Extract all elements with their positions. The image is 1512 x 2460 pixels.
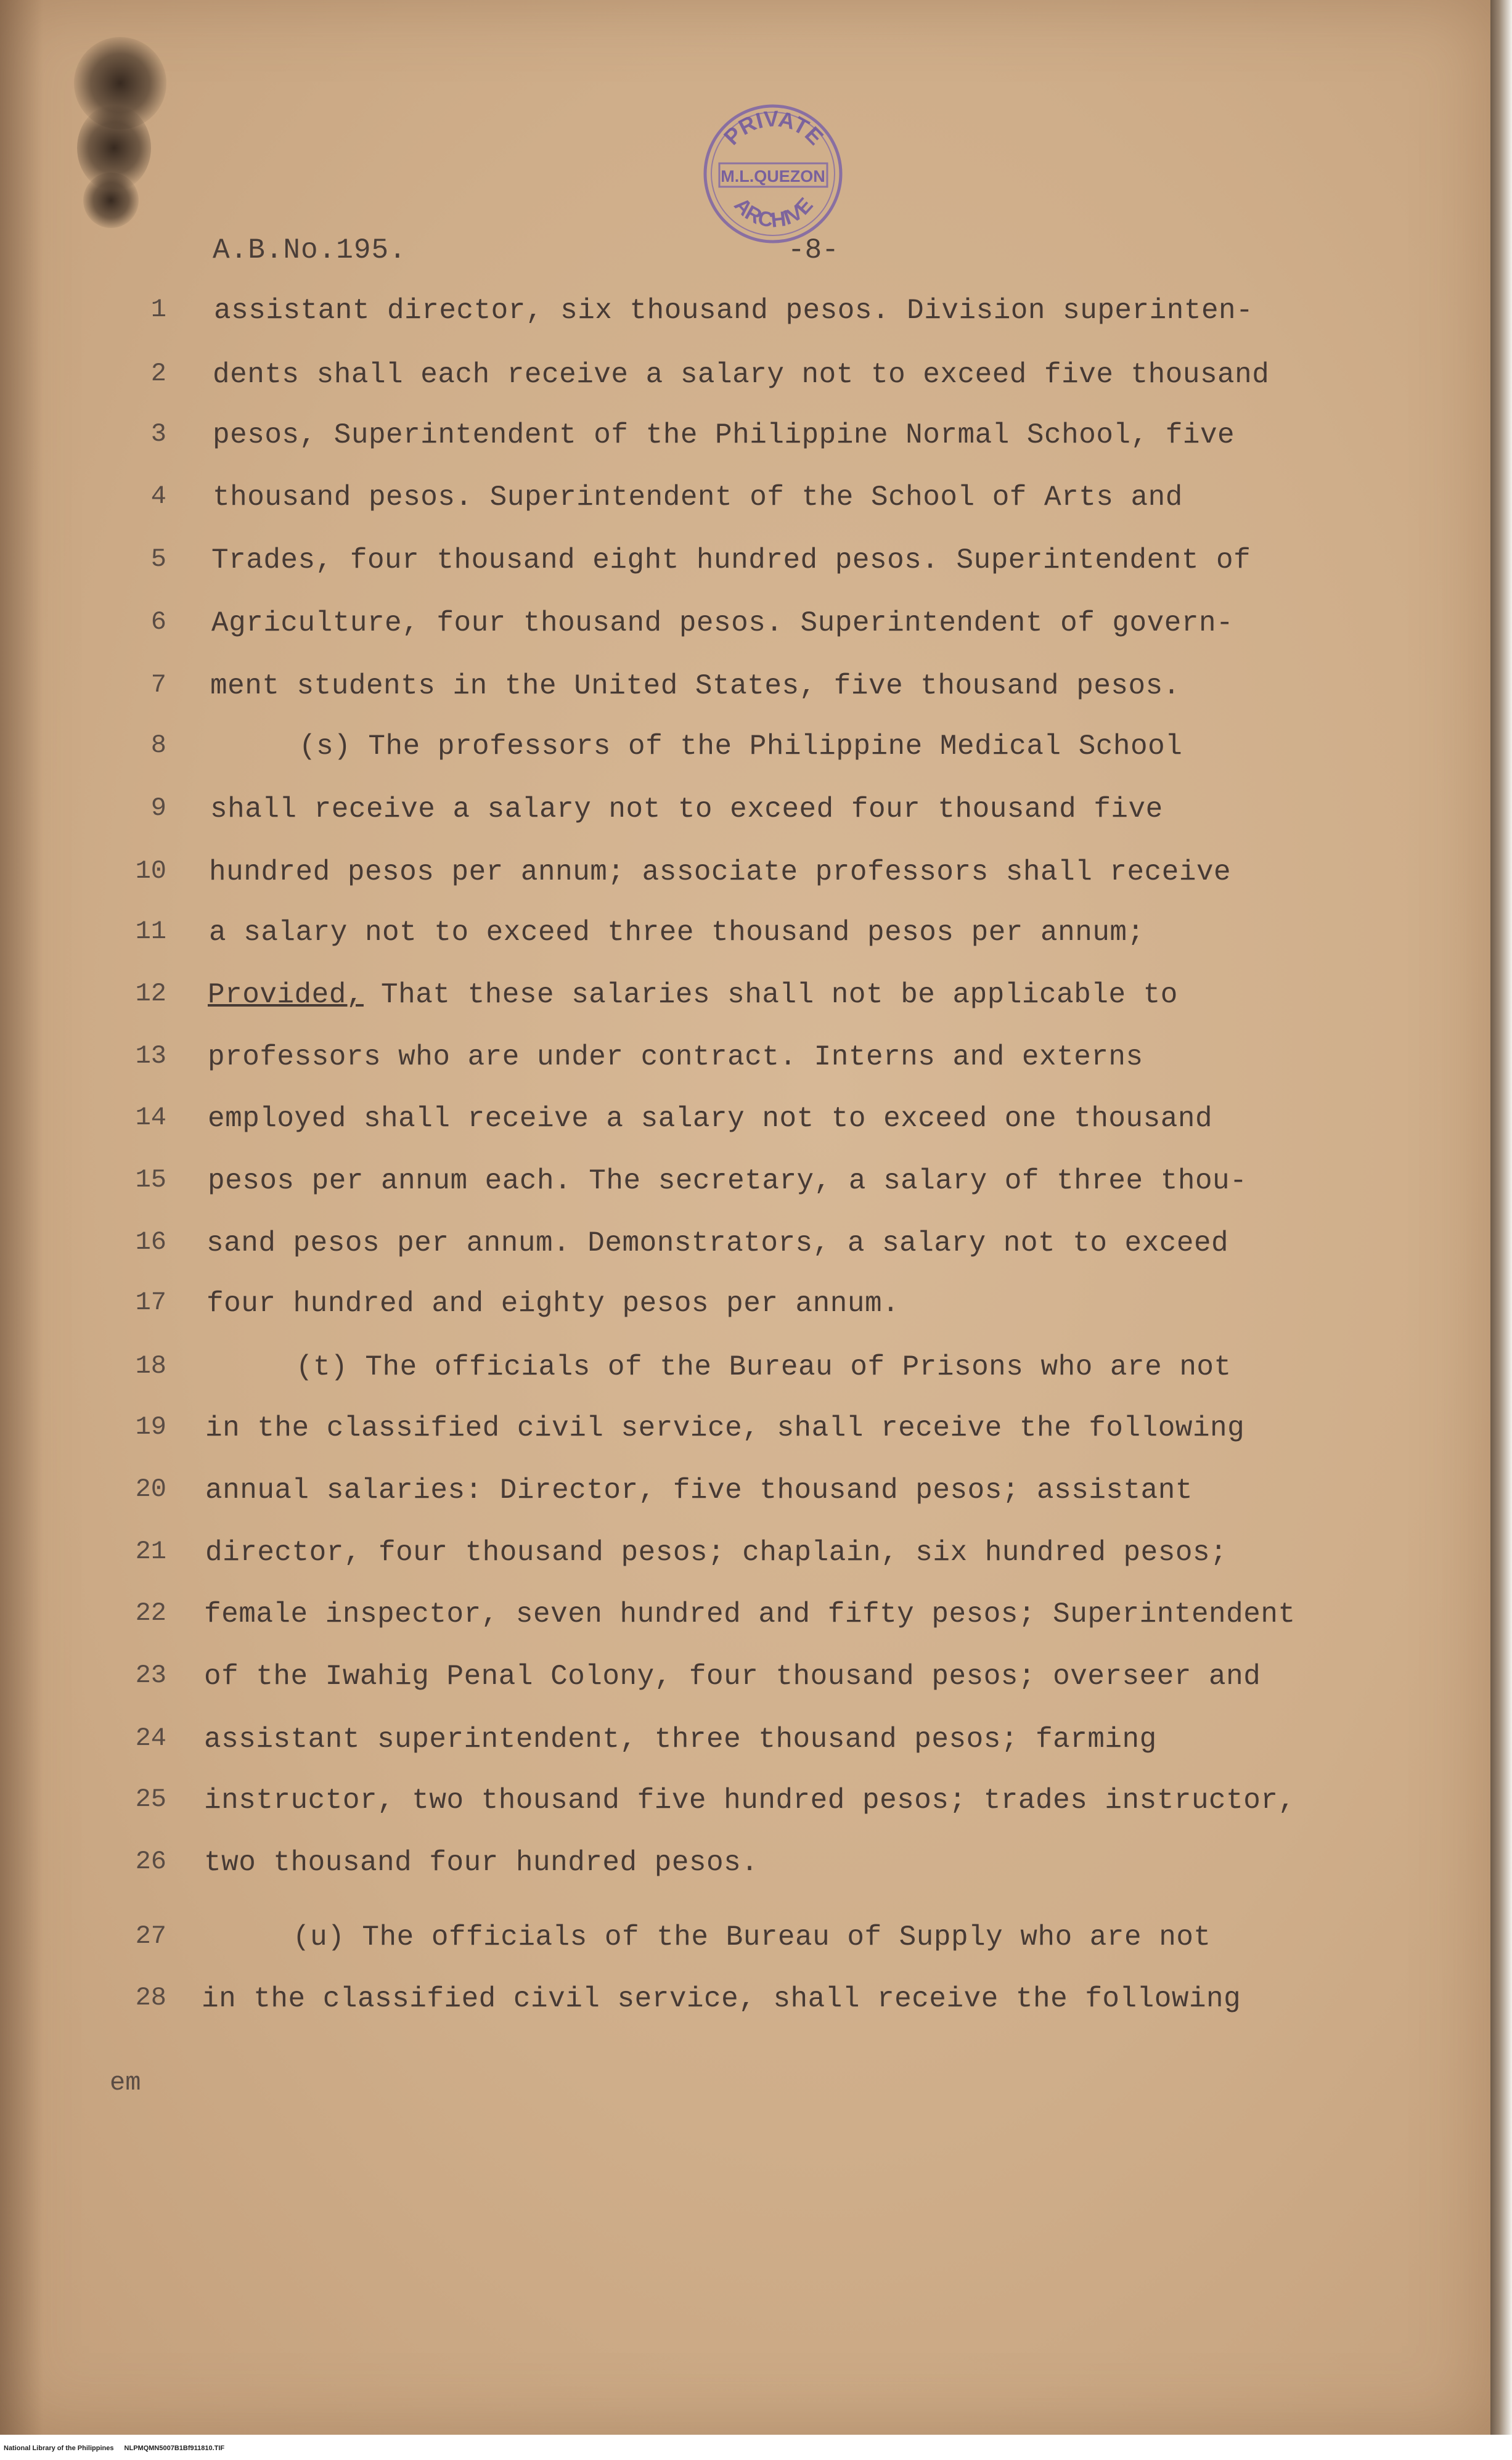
line-text: of the Iwahig Penal Colony, four thousand pesos; overseer and	[204, 1661, 1261, 1693]
line-text: Agriculture, four thousand pesos. Superintendent of govern-	[211, 607, 1234, 639]
line-number: 14	[135, 1103, 166, 1132]
line-text: in the classified civil service, shall receive the following	[205, 1412, 1245, 1444]
line-number: 3	[150, 419, 166, 449]
text-line	[0, 1103, 1418, 1140]
line-number: 15	[135, 1165, 166, 1195]
typist-initials: em	[110, 2068, 141, 2098]
line-text: employed shall receive a salary not to exceed one thousand	[208, 1103, 1213, 1135]
line-number: 8	[150, 730, 166, 760]
text-line	[0, 1165, 1418, 1202]
line-text: assistant superintendent, three thousand pesos; farming	[204, 1723, 1157, 1755]
text-line	[0, 1537, 1418, 1574]
line-number: 12	[135, 979, 166, 1008]
line-text: shall receive a salary not to exceed four thousand five	[210, 793, 1163, 825]
line-number: 5	[150, 544, 166, 574]
provided-keyword: Provided,	[208, 979, 364, 1011]
text-line	[0, 1983, 1418, 2020]
text-line	[0, 1598, 1418, 1635]
text-line	[0, 1847, 1418, 1884]
line-text: thousand pesos. Superintendent of the School of Arts and	[213, 481, 1183, 513]
line-number: 7	[150, 670, 166, 700]
line-text-rest: That these salaries shall not be applicable to	[363, 979, 1178, 1011]
line-number: 27	[135, 1921, 166, 1951]
line-number: 9	[150, 793, 166, 823]
scan-edge	[1490, 0, 1512, 2435]
text-line	[0, 856, 1418, 893]
text-line	[0, 1784, 1418, 1821]
text-line	[0, 295, 1418, 332]
line-text: sand pesos per annum. Demonstrators, a salary not to exceed	[206, 1227, 1229, 1259]
text-line	[0, 1661, 1418, 1698]
line-number: 6	[150, 607, 166, 637]
text-line	[0, 1288, 1418, 1325]
text-line	[0, 917, 1418, 954]
archive-stamp	[701, 102, 846, 247]
line-number: 19	[135, 1412, 166, 1442]
line-number: 26	[135, 1847, 166, 1876]
text-line	[0, 1723, 1418, 1760]
line-number: 13	[135, 1041, 166, 1071]
text-line	[0, 1227, 1418, 1264]
line-text: (s) The professors of the Philippine Medical School	[299, 730, 1183, 762]
line-text: Trades, four thousand eight hundred pesos. Superintendent of	[211, 544, 1251, 576]
line-text: dents shall each receive a salary not to exceed five thousand	[213, 359, 1270, 391]
line-text: (u) The officials of the Bureau of Supply who are not	[293, 1921, 1211, 1953]
text-line	[0, 481, 1418, 518]
text-line	[0, 1351, 1418, 1388]
stamp-bottom-text: ARCHIVE	[729, 193, 818, 232]
text-line	[0, 1474, 1418, 1511]
file-identifier: NLPMQMN5007B1Bf911810.TIF	[124, 2445, 225, 2452]
text-line	[0, 793, 1418, 830]
line-text: hundred pesos per annum; associate professors shall receive	[209, 856, 1232, 888]
line-number: 28	[135, 1983, 166, 2013]
text-line	[0, 670, 1418, 707]
line-text: female inspector, seven hundred and fifty pesos; Superintendent	[204, 1598, 1296, 1630]
line-number: 25	[135, 1784, 166, 1814]
line-text: two thousand four hundred pesos.	[204, 1847, 759, 1879]
page-number: -8-	[788, 234, 839, 266]
line-number: 4	[150, 481, 166, 511]
line-number: 22	[135, 1598, 166, 1628]
text-line	[0, 359, 1418, 396]
line-number: 1	[150, 295, 166, 324]
text-line	[0, 544, 1418, 581]
line-text: in the classified civil service, shall receive the following	[202, 1983, 1241, 2015]
text-line	[0, 1921, 1418, 1958]
line-text: (t) The officials of the Bureau of Prisons who are not	[296, 1351, 1232, 1383]
scan-credit	[4, 2445, 233, 2452]
line-number: 17	[135, 1288, 166, 1317]
line-text: annual salaries: Director, five thousand pesos; assistant	[205, 1474, 1193, 1506]
line-number: 24	[135, 1723, 166, 1753]
stamp-middle-text: M.L.QUEZON	[721, 167, 825, 186]
text-line	[0, 607, 1418, 644]
line-text	[208, 979, 1178, 1011]
text-line	[0, 979, 1418, 1016]
line-text: pesos, Superintendent of the Philippine Normal School, five	[213, 419, 1235, 451]
line-text: instructor, two thousand five hundred pesos; trades instructor,	[204, 1784, 1296, 1816]
line-number: 10	[135, 856, 166, 886]
line-text: director, four thousand pesos; chaplain, six hundred pesos;	[205, 1537, 1228, 1569]
line-text: professors who are under contract. Interns and externs	[208, 1041, 1143, 1073]
line-number: 16	[135, 1227, 166, 1257]
line-text: a salary not to exceed three thousand pesos per annum;	[209, 917, 1145, 949]
line-number: 21	[135, 1537, 166, 1566]
line-number: 23	[135, 1661, 166, 1690]
line-text: four hundred and eighty pesos per annum.	[206, 1288, 900, 1320]
line-text: ment students in the United States, five thousand pesos.	[210, 670, 1180, 702]
line-number: 18	[135, 1351, 166, 1381]
line-number: 20	[135, 1474, 166, 1504]
text-line	[0, 730, 1418, 767]
text-line	[0, 1041, 1418, 1078]
text-line	[0, 419, 1418, 456]
bill-number: A.B.No.195.	[213, 234, 407, 266]
line-number: 11	[135, 917, 166, 946]
library-name: National Library of the Philippines	[4, 2445, 114, 2452]
stamp-top-text: PRIVATE	[719, 105, 828, 150]
line-number: 2	[150, 359, 166, 388]
text-line	[0, 1412, 1418, 1449]
line-text: pesos per annum each. The secretary, a salary of three thou-	[208, 1165, 1248, 1197]
ink-blot	[83, 173, 139, 228]
line-text: assistant director, six thousand pesos. Division superinten-	[214, 295, 1254, 327]
